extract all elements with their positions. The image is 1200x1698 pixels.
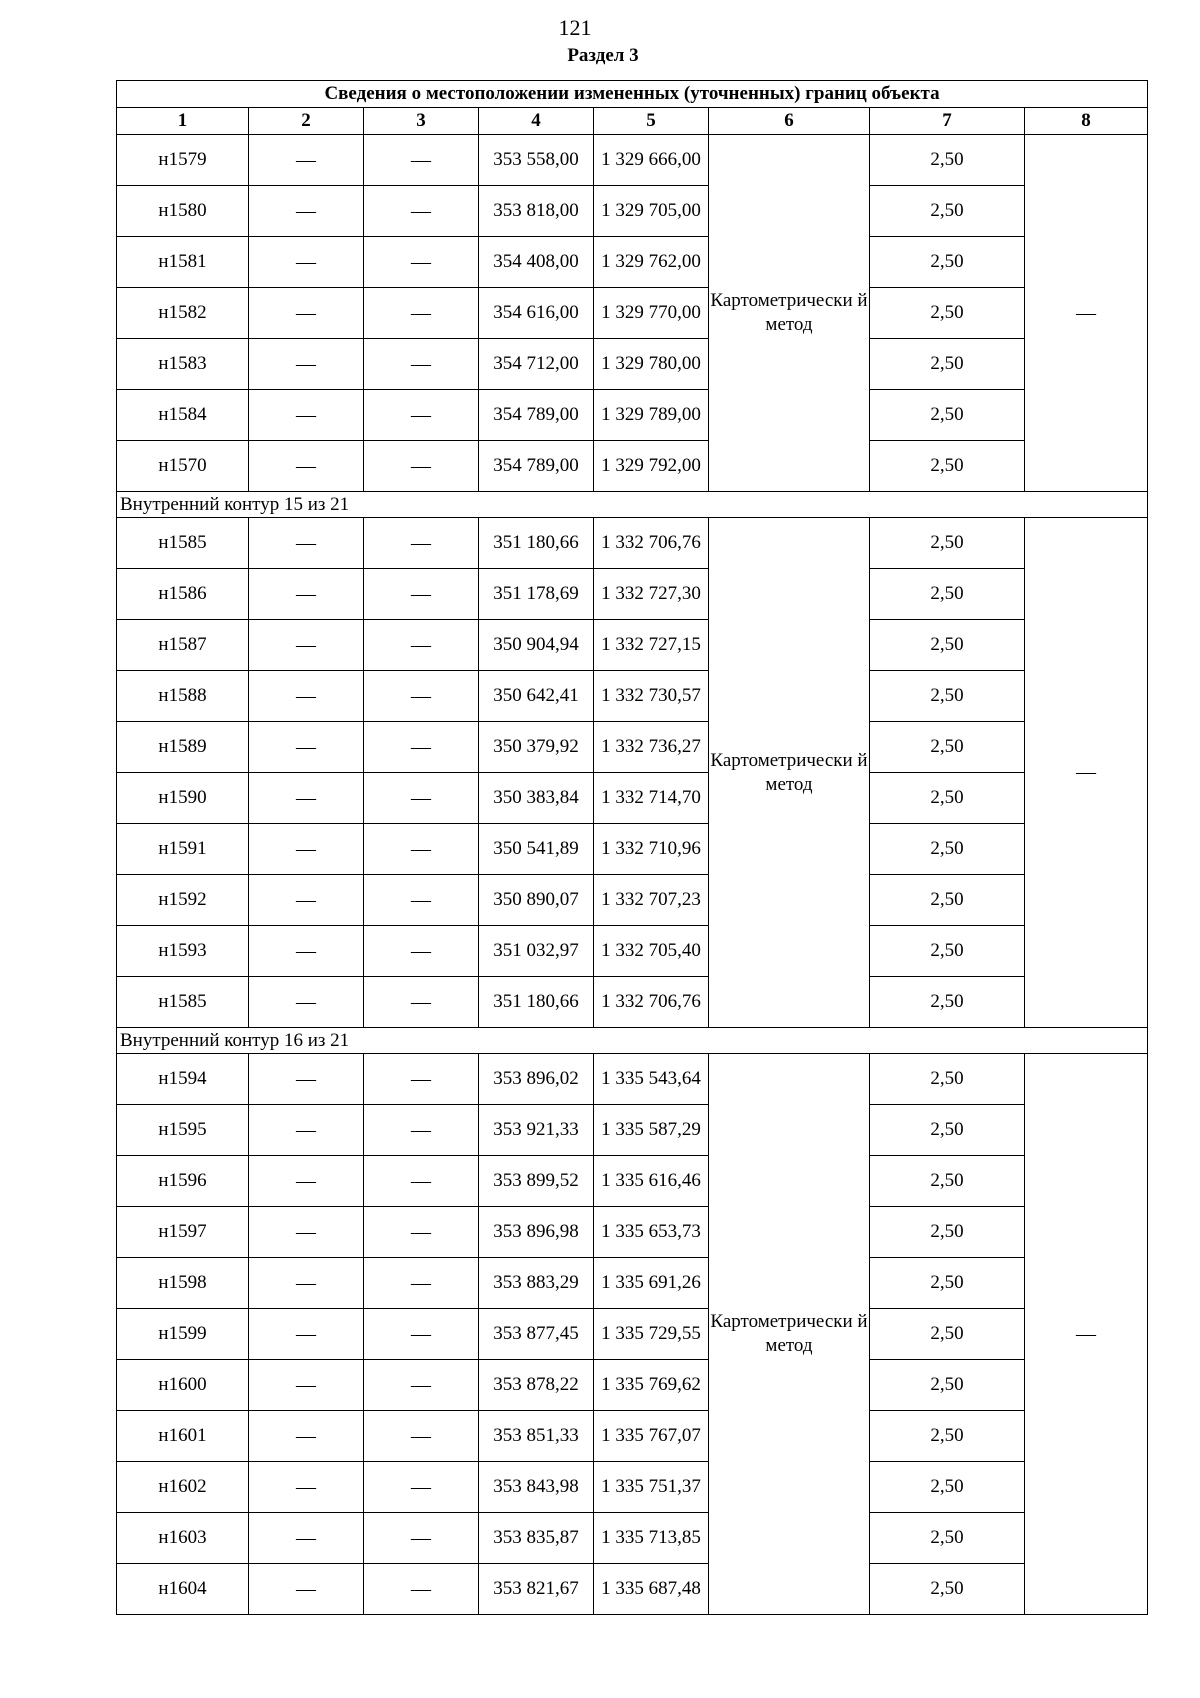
y-coordinate-cell: 1 332 727,30 (594, 569, 709, 620)
x-coordinate-cell: 350 379,92 (479, 722, 594, 773)
x-coordinate-cell: 353 818,00 (479, 186, 594, 237)
y-coordinate-cell: 1 335 713,85 (594, 1513, 709, 1564)
x-coordinate-cell: 351 032,97 (479, 926, 594, 977)
col3-cell: — (364, 926, 479, 977)
point-id-cell: н1595 (117, 1105, 249, 1156)
point-id-cell: н1601 (117, 1411, 249, 1462)
point-id-cell: н1592 (117, 875, 249, 926)
col2-cell: — (249, 773, 364, 824)
precision-cell: 2,50 (870, 1462, 1025, 1513)
col3-cell: — (364, 977, 479, 1028)
x-coordinate-cell: 351 180,66 (479, 977, 594, 1028)
table-row (117, 1564, 1148, 1615)
precision-cell: 2,50 (870, 518, 1025, 569)
x-coordinate-cell: 350 642,41 (479, 671, 594, 722)
col2-cell: — (249, 620, 364, 671)
column-header: 8 (1025, 108, 1148, 135)
table-row (117, 1309, 1148, 1360)
y-coordinate-cell: 1 332 710,96 (594, 824, 709, 875)
col3-cell: — (364, 1054, 479, 1105)
table-row (117, 186, 1148, 237)
col3-cell: — (364, 1564, 479, 1615)
col3-cell: — (364, 722, 479, 773)
point-id-cell: н1582 (117, 288, 249, 339)
table-row (117, 1156, 1148, 1207)
precision-cell: 2,50 (870, 1258, 1025, 1309)
col2-cell: — (249, 1105, 364, 1156)
x-coordinate-cell: 353 896,98 (479, 1207, 594, 1258)
table-row (117, 926, 1148, 977)
column-header: 1 (117, 108, 249, 135)
col3-cell: — (364, 1309, 479, 1360)
col3-cell: — (364, 1105, 479, 1156)
point-id-cell: н1604 (117, 1564, 249, 1615)
y-coordinate-cell: 1 332 705,40 (594, 926, 709, 977)
column-header: 4 (479, 108, 594, 135)
x-coordinate-cell: 354 789,00 (479, 390, 594, 441)
table-row (117, 824, 1148, 875)
y-coordinate-cell: 1 332 706,76 (594, 518, 709, 569)
x-coordinate-cell: 354 616,00 (479, 288, 594, 339)
section-title: Раздел 3 (567, 45, 639, 66)
y-coordinate-cell: 1 329 789,00 (594, 390, 709, 441)
col2-cell: — (249, 977, 364, 1028)
point-id-cell: н1579 (117, 135, 249, 186)
precision-cell: 2,50 (870, 926, 1025, 977)
col3-cell: — (364, 773, 479, 824)
point-id-cell: н1588 (117, 671, 249, 722)
contour-label-row (117, 492, 1148, 518)
x-coordinate-cell: 353 921,33 (479, 1105, 594, 1156)
x-coordinate-cell: 354 789,00 (479, 441, 594, 492)
y-coordinate-cell: 1 335 653,73 (594, 1207, 709, 1258)
table-row (117, 288, 1148, 339)
precision-cell: 2,50 (870, 1513, 1025, 1564)
col2-cell: — (249, 288, 364, 339)
y-coordinate-cell: 1 329 762,00 (594, 237, 709, 288)
col2-cell: — (249, 875, 364, 926)
point-id-cell: н1585 (117, 518, 249, 569)
x-coordinate-cell: 353 883,29 (479, 1258, 594, 1309)
precision-cell: 2,50 (870, 1411, 1025, 1462)
x-coordinate-cell: 353 821,67 (479, 1564, 594, 1615)
table-title: Сведения о местоположении измененных (уточненных) границ объекта (117, 81, 1148, 108)
precision-cell: 2,50 (870, 875, 1025, 926)
col3-cell: — (364, 1207, 479, 1258)
col2-cell: — (249, 1360, 364, 1411)
y-coordinate-cell: 1 332 730,57 (594, 671, 709, 722)
col3-cell: — (364, 569, 479, 620)
col3-cell: — (364, 390, 479, 441)
col3-cell: — (364, 135, 479, 186)
col2-cell: — (249, 1207, 364, 1258)
col2-cell: — (249, 824, 364, 875)
precision-cell: 2,50 (870, 441, 1025, 492)
point-id-cell: н1602 (117, 1462, 249, 1513)
x-coordinate-cell: 353 896,02 (479, 1054, 594, 1105)
method-cell: Картометрически й метод (709, 1054, 870, 1615)
x-coordinate-cell: 350 890,07 (479, 875, 594, 926)
precision-cell: 2,50 (870, 824, 1025, 875)
precision-cell: 2,50 (870, 390, 1025, 441)
y-coordinate-cell: 1 332 706,76 (594, 977, 709, 1028)
col2-cell: — (249, 1054, 364, 1105)
x-coordinate-cell: 353 878,22 (479, 1360, 594, 1411)
col3-cell: — (364, 441, 479, 492)
point-id-cell: н1599 (117, 1309, 249, 1360)
precision-cell: 2,50 (870, 1156, 1025, 1207)
col2-cell: — (249, 1513, 364, 1564)
y-coordinate-cell: 1 329 666,00 (594, 135, 709, 186)
point-id-cell: н1596 (117, 1156, 249, 1207)
table-row (117, 977, 1148, 1028)
y-coordinate-cell: 1 329 792,00 (594, 441, 709, 492)
coordinates-table (116, 80, 1148, 1615)
col3-cell: — (364, 1462, 479, 1513)
x-coordinate-cell: 353 851,33 (479, 1411, 594, 1462)
precision-cell: 2,50 (870, 339, 1025, 390)
col3-cell: — (364, 1258, 479, 1309)
precision-cell: 2,50 (870, 1360, 1025, 1411)
table-body (117, 135, 1148, 1615)
precision-cell: 2,50 (870, 977, 1025, 1028)
x-coordinate-cell: 350 904,94 (479, 620, 594, 671)
point-id-cell: н1593 (117, 926, 249, 977)
y-coordinate-cell: 1 335 751,37 (594, 1462, 709, 1513)
point-id-cell: н1570 (117, 441, 249, 492)
point-id-cell: н1590 (117, 773, 249, 824)
col2-cell: — (249, 1309, 364, 1360)
y-coordinate-cell: 1 335 729,55 (594, 1309, 709, 1360)
col2-cell: — (249, 671, 364, 722)
x-coordinate-cell: 351 178,69 (479, 569, 594, 620)
table-row (117, 1207, 1148, 1258)
y-coordinate-cell: 1 329 770,00 (594, 288, 709, 339)
point-id-cell: н1584 (117, 390, 249, 441)
col8-cell: — (1025, 1054, 1148, 1615)
contour-label-row (117, 1028, 1148, 1054)
col2-cell: — (249, 186, 364, 237)
col2-cell: — (249, 1258, 364, 1309)
point-id-cell: н1598 (117, 1258, 249, 1309)
precision-cell: 2,50 (870, 1309, 1025, 1360)
x-coordinate-cell: 354 712,00 (479, 339, 594, 390)
y-coordinate-cell: 1 332 736,27 (594, 722, 709, 773)
y-coordinate-cell: 1 332 707,23 (594, 875, 709, 926)
col3-cell: — (364, 288, 479, 339)
table-row (117, 875, 1148, 926)
column-header: 2 (249, 108, 364, 135)
point-id-cell: н1587 (117, 620, 249, 671)
precision-cell: 2,50 (870, 671, 1025, 722)
precision-cell: 2,50 (870, 288, 1025, 339)
table-row (117, 722, 1148, 773)
column-header: 6 (709, 108, 870, 135)
x-coordinate-cell: 353 558,00 (479, 135, 594, 186)
table-row (117, 773, 1148, 824)
precision-cell: 2,50 (870, 237, 1025, 288)
precision-cell: 2,50 (870, 1564, 1025, 1615)
method-cell: Картометрически й метод (709, 135, 870, 492)
y-coordinate-cell: 1 335 587,29 (594, 1105, 709, 1156)
y-coordinate-cell: 1 335 767,07 (594, 1411, 709, 1462)
precision-cell: 2,50 (870, 1054, 1025, 1105)
y-coordinate-cell: 1 332 714,70 (594, 773, 709, 824)
precision-cell: 2,50 (870, 135, 1025, 186)
table-row (117, 1462, 1148, 1513)
col3-cell: — (364, 1513, 479, 1564)
table-row (117, 1513, 1148, 1564)
col8-cell: — (1025, 518, 1148, 1028)
x-coordinate-cell: 353 877,45 (479, 1309, 594, 1360)
y-coordinate-cell: 1 335 691,26 (594, 1258, 709, 1309)
col2-cell: — (249, 390, 364, 441)
x-coordinate-cell: 353 843,98 (479, 1462, 594, 1513)
point-id-cell: н1581 (117, 237, 249, 288)
column-header: 3 (364, 108, 479, 135)
col2-cell: — (249, 135, 364, 186)
method-cell: Картометрически й метод (709, 518, 870, 1028)
point-id-cell: н1594 (117, 1054, 249, 1105)
x-coordinate-cell: 354 408,00 (479, 237, 594, 288)
col2-cell: — (249, 569, 364, 620)
y-coordinate-cell: 1 329 780,00 (594, 339, 709, 390)
precision-cell: 2,50 (870, 722, 1025, 773)
col3-cell: — (364, 875, 479, 926)
table-row (117, 135, 1148, 186)
col2-cell: — (249, 1411, 364, 1462)
table-row (117, 518, 1148, 569)
col2-cell: — (249, 722, 364, 773)
y-coordinate-cell: 1 335 687,48 (594, 1564, 709, 1615)
col2-cell: — (249, 237, 364, 288)
point-id-cell: н1580 (117, 186, 249, 237)
y-coordinate-cell: 1 335 543,64 (594, 1054, 709, 1105)
col3-cell: — (364, 620, 479, 671)
table-row (117, 1360, 1148, 1411)
precision-cell: 2,50 (870, 1105, 1025, 1156)
table-row (117, 671, 1148, 722)
col3-cell: — (364, 1411, 479, 1462)
table-row (117, 620, 1148, 671)
table-row (117, 390, 1148, 441)
y-coordinate-cell: 1 335 769,62 (594, 1360, 709, 1411)
point-id-cell: н1585 (117, 977, 249, 1028)
point-id-cell: н1600 (117, 1360, 249, 1411)
contour-label: Внутренний контур 16 из 21 (117, 1028, 1148, 1054)
y-coordinate-cell: 1 329 705,00 (594, 186, 709, 237)
col2-cell: — (249, 1462, 364, 1513)
point-id-cell: н1603 (117, 1513, 249, 1564)
col3-cell: — (364, 671, 479, 722)
col3-cell: — (364, 1360, 479, 1411)
table-row (117, 1105, 1148, 1156)
y-coordinate-cell: 1 332 727,15 (594, 620, 709, 671)
col2-cell: — (249, 926, 364, 977)
col2-cell: — (249, 1156, 364, 1207)
col3-cell: — (364, 1156, 479, 1207)
table-row (117, 237, 1148, 288)
col2-cell: — (249, 1564, 364, 1615)
contour-label: Внутренний контур 15 из 21 (117, 492, 1148, 518)
x-coordinate-cell: 353 899,52 (479, 1156, 594, 1207)
col3-cell: — (364, 518, 479, 569)
col3-cell: — (364, 339, 479, 390)
x-coordinate-cell: 351 180,66 (479, 518, 594, 569)
x-coordinate-cell: 350 383,84 (479, 773, 594, 824)
col2-cell: — (249, 339, 364, 390)
table-row (117, 1258, 1148, 1309)
x-coordinate-cell: 350 541,89 (479, 824, 594, 875)
precision-cell: 2,50 (870, 620, 1025, 671)
x-coordinate-cell: 353 835,87 (479, 1513, 594, 1564)
table-row (117, 1411, 1148, 1462)
col3-cell: — (364, 186, 479, 237)
point-id-cell: н1583 (117, 339, 249, 390)
table-row (117, 441, 1148, 492)
table-row (117, 1054, 1148, 1105)
column-header: 7 (870, 108, 1025, 135)
col3-cell: — (364, 237, 479, 288)
column-header: 5 (594, 108, 709, 135)
column-header-row (117, 108, 1148, 135)
table-row (117, 339, 1148, 390)
page-number: 121 (558, 15, 592, 40)
col8-cell: — (1025, 135, 1148, 492)
precision-cell: 2,50 (870, 1207, 1025, 1258)
table-row (117, 569, 1148, 620)
point-id-cell: н1591 (117, 824, 249, 875)
precision-cell: 2,50 (870, 186, 1025, 237)
precision-cell: 2,50 (870, 773, 1025, 824)
col2-cell: — (249, 518, 364, 569)
col2-cell: — (249, 441, 364, 492)
col3-cell: — (364, 824, 479, 875)
precision-cell: 2,50 (870, 569, 1025, 620)
point-id-cell: н1589 (117, 722, 249, 773)
point-id-cell: н1586 (117, 569, 249, 620)
point-id-cell: н1597 (117, 1207, 249, 1258)
y-coordinate-cell: 1 335 616,46 (594, 1156, 709, 1207)
